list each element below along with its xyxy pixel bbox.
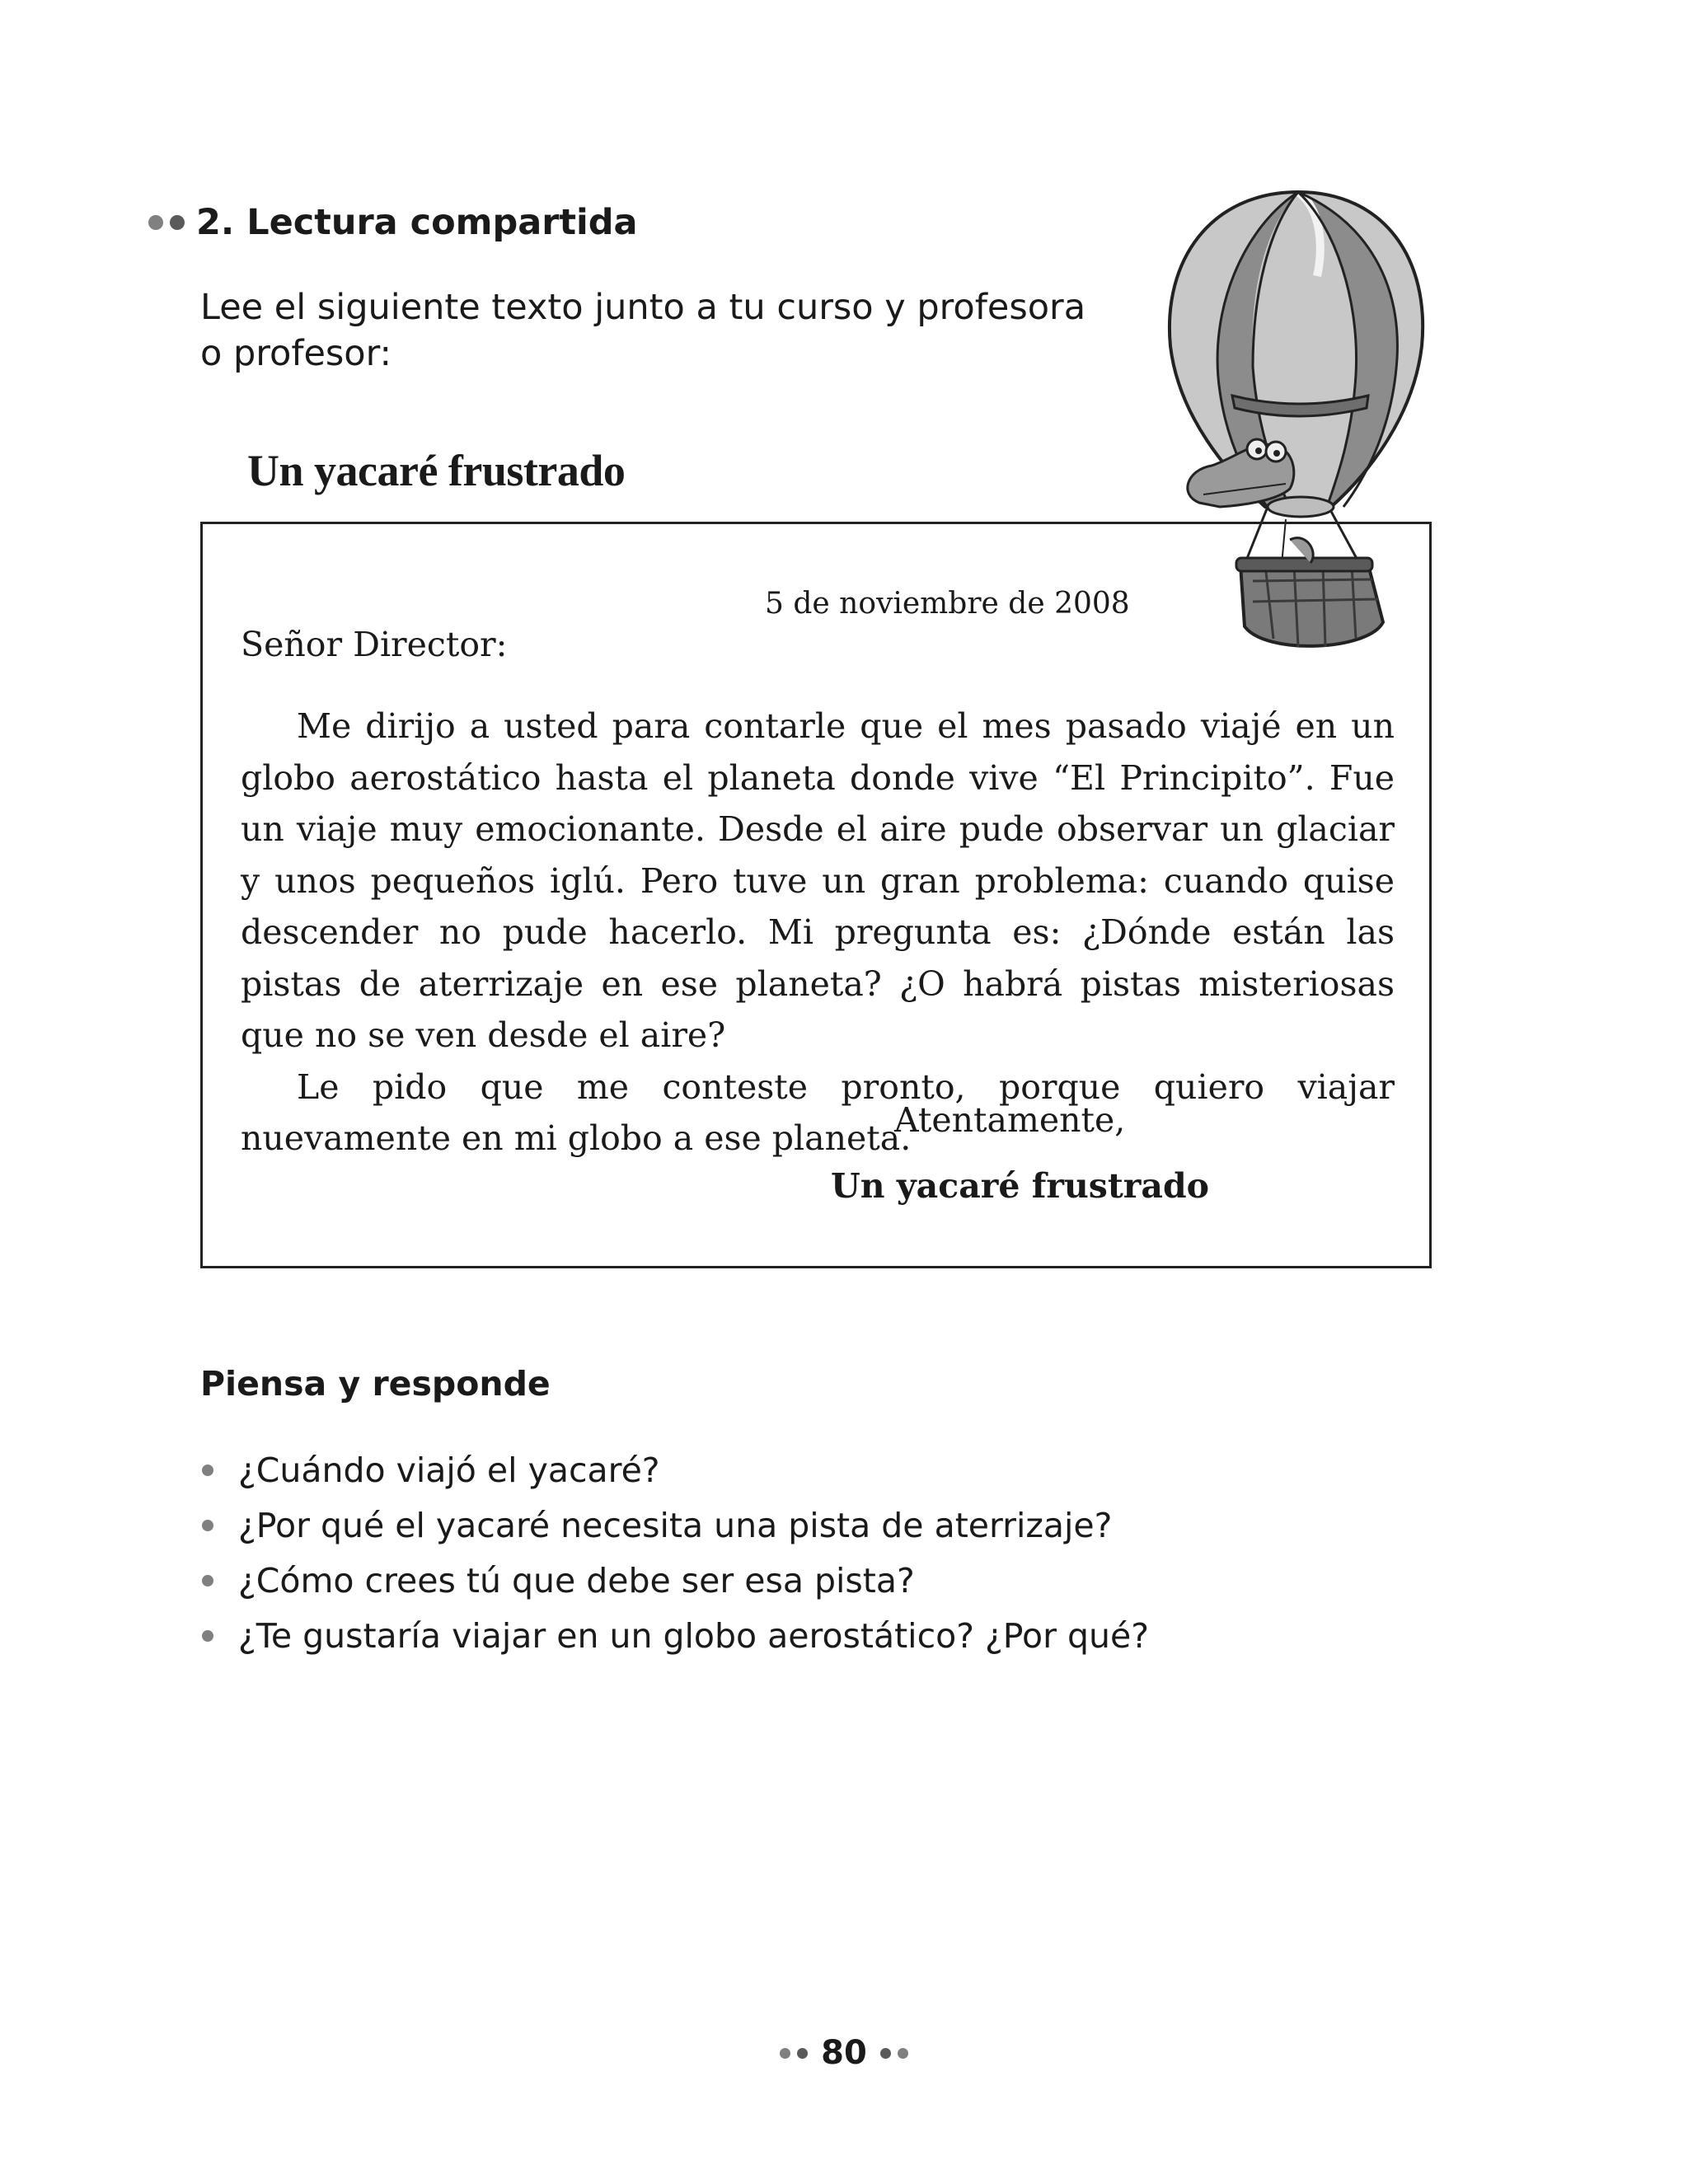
- question-item: [200, 1442, 1149, 1497]
- page-number: 80: [821, 2034, 867, 2072]
- bullet-icon: [202, 1630, 213, 1642]
- question-item: [200, 1553, 1149, 1608]
- question-item: [200, 1497, 1149, 1553]
- letter-signature: Un yacaré frustrado: [831, 1166, 1209, 1206]
- question-text: ¿Te gustaría viajar en un globo aerostático? ¿Por qué?: [238, 1615, 1149, 1656]
- bullet-icon: [202, 1465, 213, 1476]
- section-title: 2. Lectura compartida: [196, 202, 638, 243]
- bullet-icon: [202, 1520, 213, 1531]
- letter-closing: Atentamente,: [894, 1100, 1126, 1140]
- hot-air-balloon-crocodile-illustration: [1121, 177, 1475, 651]
- question-text: ¿Cuándo viajó el yacaré?: [238, 1450, 660, 1490]
- question-text: ¿Cómo crees tú que debe ser esa pista?: [238, 1560, 915, 1601]
- question-text: ¿Por qué el yacaré necesita una pista de aterrizaje?: [238, 1505, 1113, 1545]
- letter-date: 5 de noviembre de 2008: [765, 587, 1130, 621]
- question-list: [200, 1442, 1149, 1663]
- page-footer: [0, 2034, 1688, 2072]
- instruction-text: Lee el siguiente texto junto a tu curso y profesora o profesor:: [200, 287, 1086, 374]
- think-title: Piensa y responde: [200, 1364, 551, 1404]
- footer-dots-right-icon: [880, 2048, 908, 2059]
- footer-dots-left-icon: [780, 2048, 808, 2059]
- section-heading: [148, 202, 638, 243]
- letter-greeting: Señor Director:: [241, 625, 508, 664]
- reading-title: Un yacaré frustrado: [247, 446, 626, 495]
- letter-paragraph: Me dirijo a usted para contarle que el mes pasado viajé en un globo aerostático hasta el planeta donde vive “El Principito”. Fue un viaje muy emocionante. Desde el aire pude observar un glaciar y unos pequeños iglú. Pero tuve un gran problema: cuando quise descender no pude hacerlo. Mi pregunta es: ¿Dónde están las pistas de aterrizaje en ese planeta? ¿O habrá pistas misteriosas que no se ven desde el aire?: [241, 706, 1395, 1055]
- bullet-icon: [202, 1575, 213, 1586]
- letter-paragraph: Le pido que me conteste pronto, porque quiero viajar nuevamente en mi globo a ese planeta.: [241, 1066, 1395, 1158]
- question-item: [200, 1608, 1149, 1663]
- heading-dots-icon: [148, 215, 185, 230]
- letter-body: [241, 701, 1395, 1165]
